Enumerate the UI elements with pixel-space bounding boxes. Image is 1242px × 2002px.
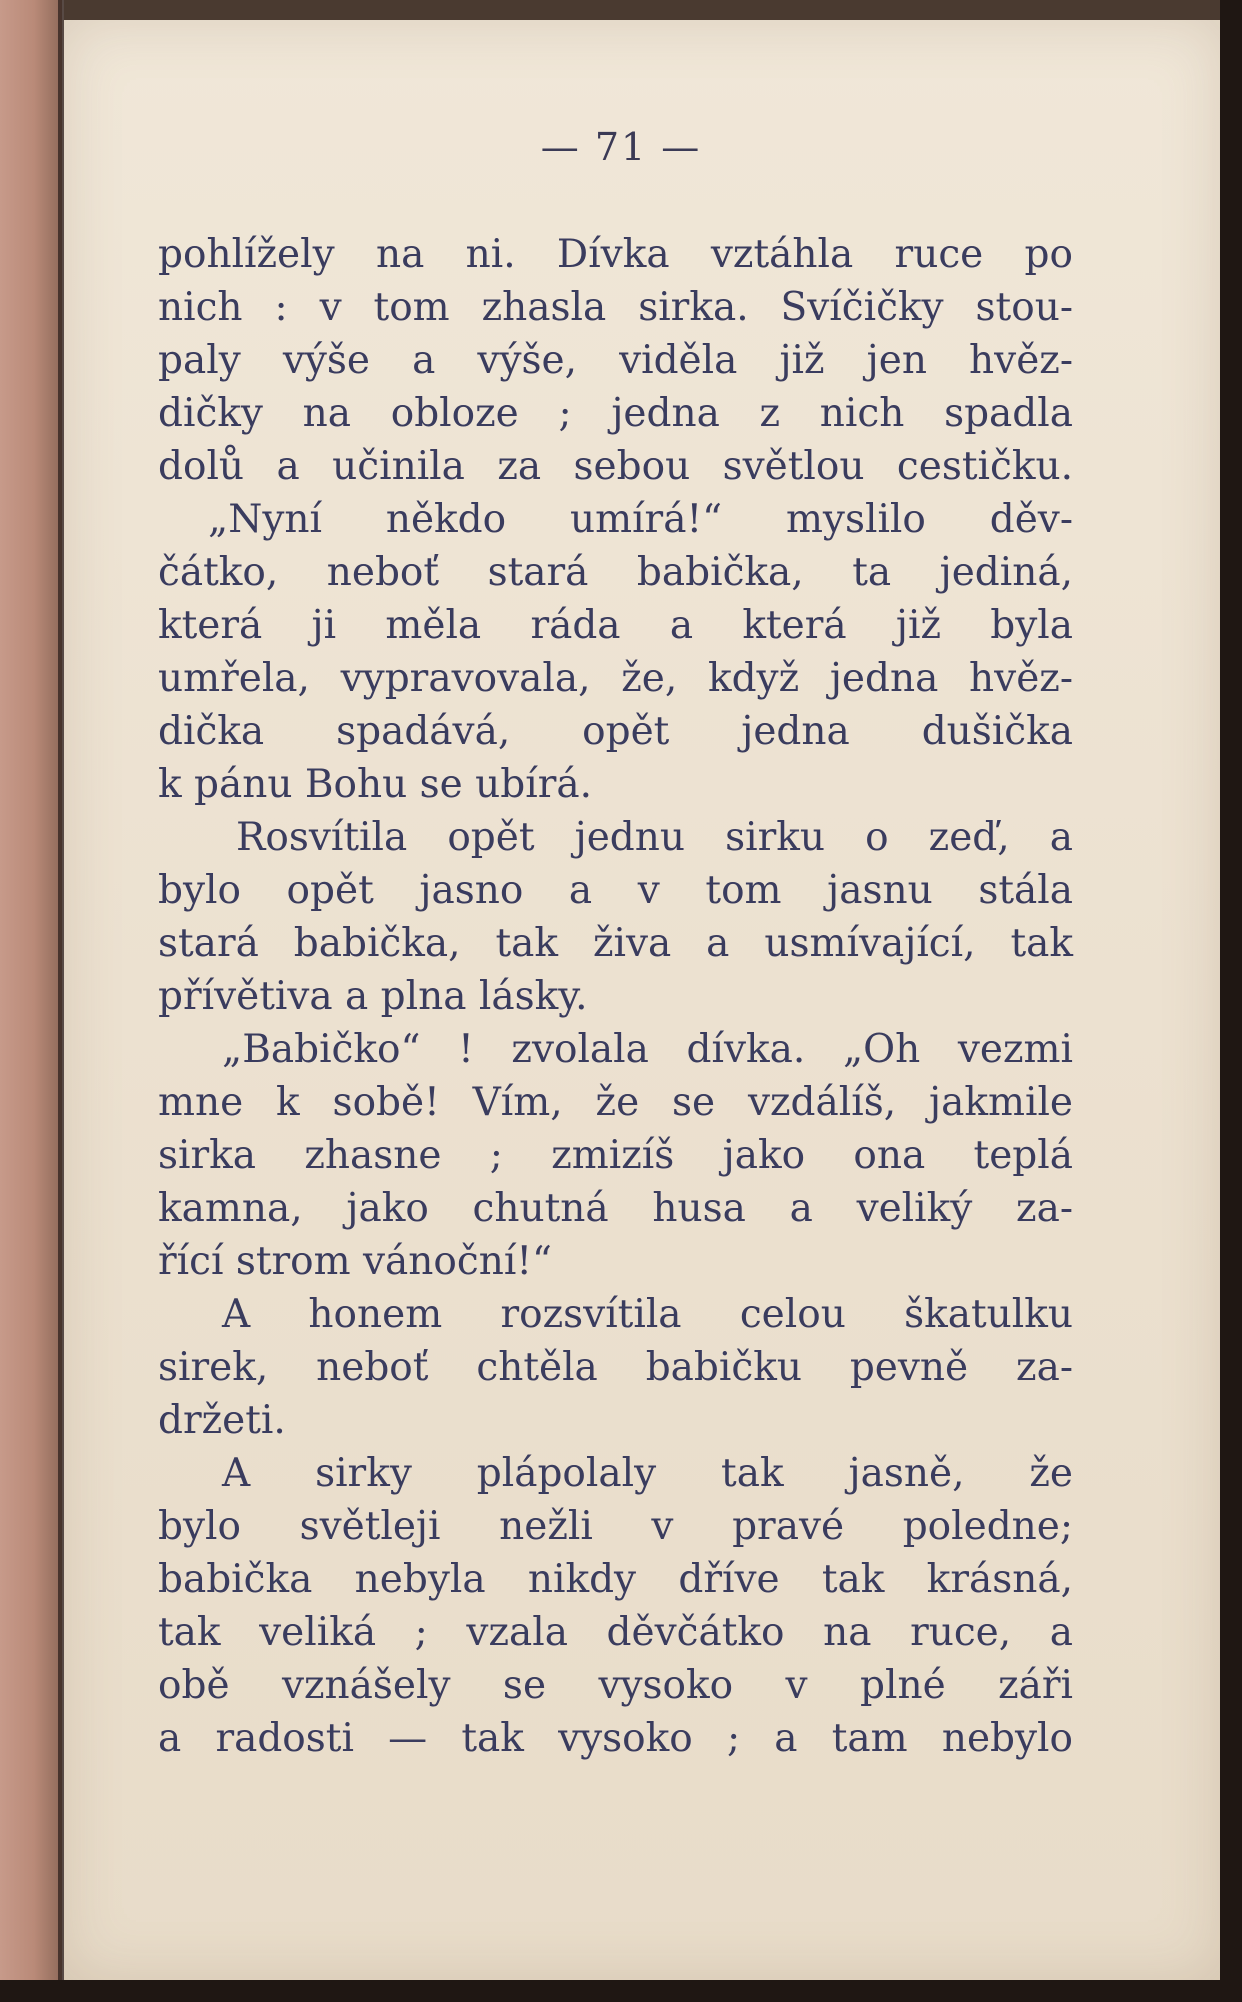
text-line: paly výše a výše, viděla již jen hvěz-	[158, 338, 1073, 383]
text-line: „Babičko“ ! zvolala dívka. „Oh vezmi	[222, 1027, 1073, 1072]
text-line: sirka zhasne ; zmizíš jako ona teplá	[158, 1133, 1073, 1178]
text-line: která ji měla ráda a která již byla	[158, 603, 1073, 648]
text-line: bylo světleji nežli v pravé poledne;	[158, 1504, 1073, 1549]
text-line: dolů a učinila za sebou světlou cestičku.	[158, 444, 1073, 489]
text-line: nich : v tom zhasla sirka. Svíčičky stou-	[158, 285, 1073, 330]
scan-edge-right	[1220, 0, 1242, 2002]
body-text	[158, 228, 1073, 1765]
text-line: A sirky plápolaly tak jasně, že	[222, 1451, 1073, 1496]
text-line: k pánu Bohu se ubírá.	[158, 762, 592, 807]
text-line: obě vznášely se vysoko v plné záři	[158, 1663, 1073, 1708]
text-line: přívětiva a plna lásky.	[158, 974, 588, 1019]
page-number: — 71 —	[540, 125, 702, 169]
text-line: „Nyní někdo umírá!“ myslilo děv-	[208, 497, 1073, 542]
text-line: a radosti — tak vysoko ; a tam nebylo	[158, 1716, 1073, 1761]
text-line: mne k sobě! Vím, že se vzdálíš, jakmile	[158, 1080, 1073, 1125]
text-line: Rosvítila opět jednu sirku o zeď, a	[236, 815, 1073, 860]
text-line: pohlížely na ni. Dívka vztáhla ruce po	[158, 232, 1073, 277]
text-line: sirek, neboť chtěla babičku pevně za-	[158, 1345, 1073, 1390]
text-line: tak veliká ; vzala děvčátko na ruce, a	[158, 1610, 1073, 1655]
text-line: dička spadává, opět jedna dušička	[158, 709, 1073, 754]
scan-edge-bottom	[0, 1980, 1242, 2002]
text-line: stará babička, tak živa a usmívající, tak	[158, 921, 1073, 966]
page-margin-left	[0, 0, 62, 2002]
text-line: bylo opět jasno a v tom jasnu stála	[158, 868, 1073, 913]
text-line: babička nebyla nikdy dříve tak krásná,	[158, 1557, 1073, 1602]
text-line: držeti.	[158, 1398, 286, 1443]
text-line: kamna, jako chutná husa a veliký za-	[158, 1186, 1073, 1231]
text-line: A honem rozsvítila celou škatulku	[222, 1292, 1073, 1337]
text-line: dičky na obloze ; jedna z nich spadla	[158, 391, 1073, 436]
text-line: umřela, vypravovala, že, když jedna hvěz-	[158, 656, 1073, 701]
text-line: řící strom vánoční!“	[158, 1239, 552, 1284]
text-line: čátko, neboť stará babička, ta jediná,	[158, 550, 1073, 595]
scan-edge-top	[64, 0, 1242, 20]
